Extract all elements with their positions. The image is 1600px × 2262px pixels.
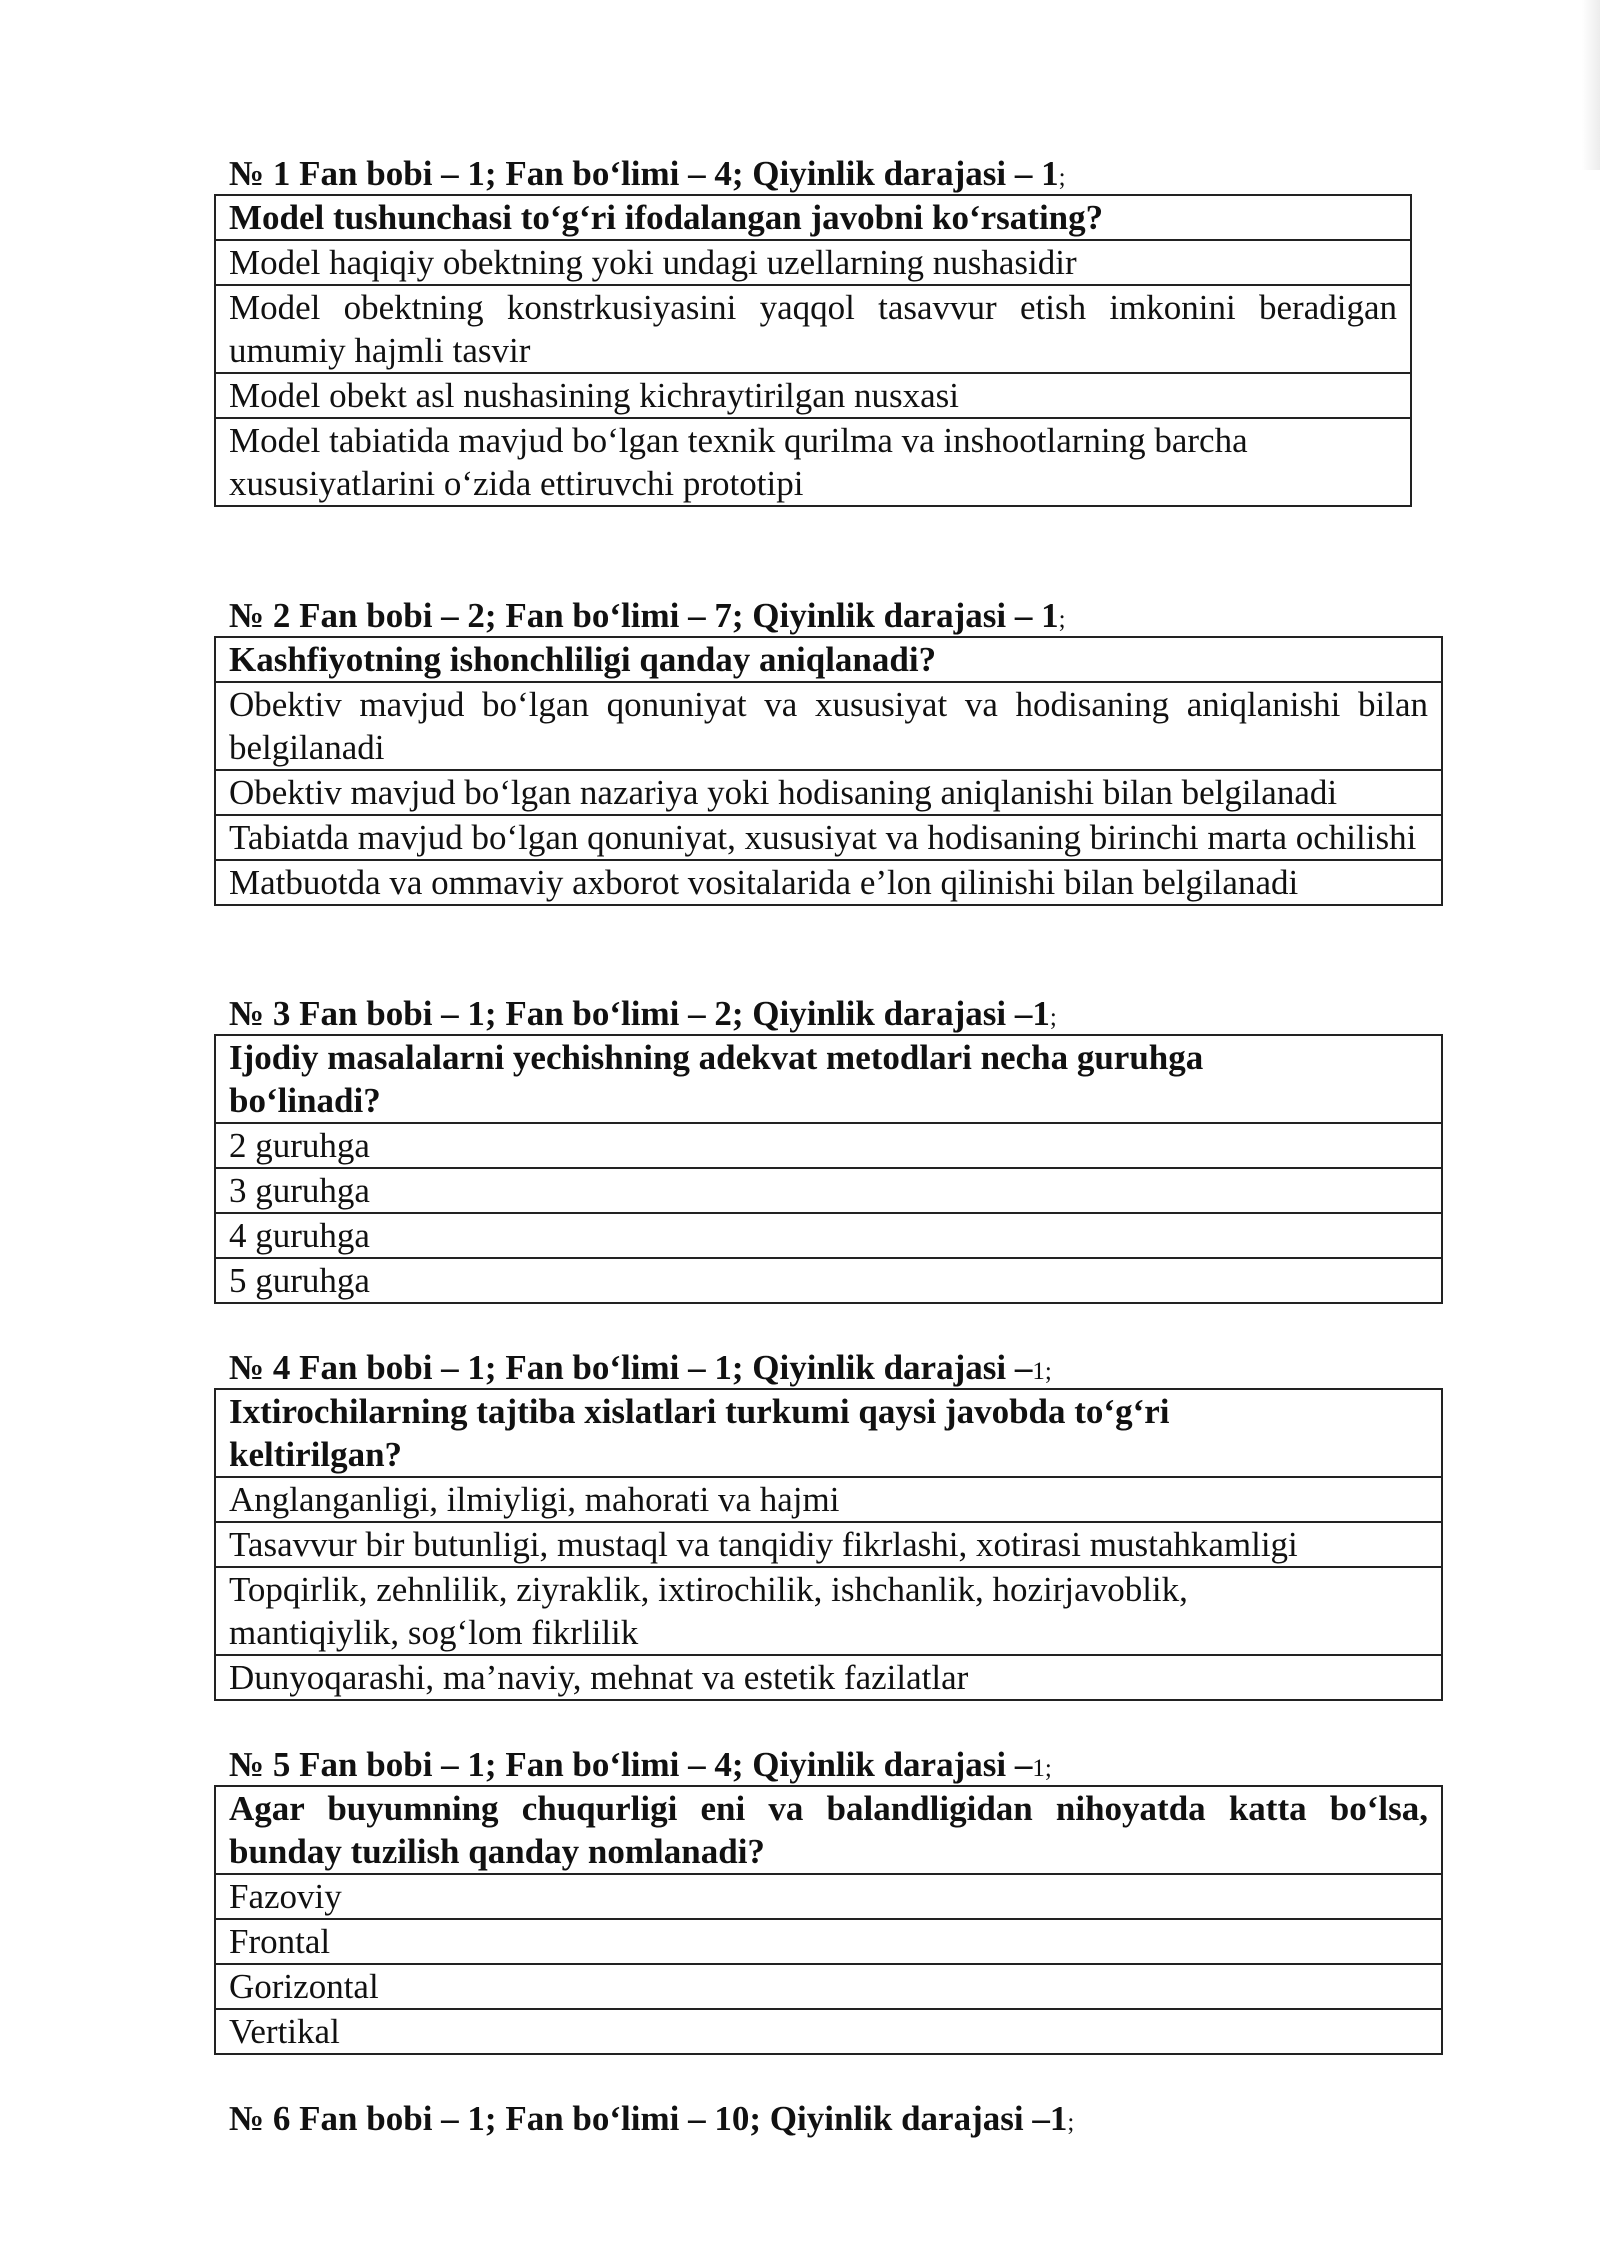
question-heading-text: № 1 Fan bobi – 1; Fan bo‘limi – 4; Qiyinlik darajasi – 1 <box>229 154 1059 193</box>
question-heading-tail: 1; <box>1032 1358 1052 1385</box>
answer-row <box>215 1522 1442 1567</box>
question-table <box>214 1388 1443 1701</box>
page-edge-shadow <box>1582 0 1600 170</box>
question-stem-row <box>215 1035 1442 1123</box>
answer-row <box>215 1258 1442 1303</box>
answer-option-c: Tabiatda mavjud bo‘lgan qonuniyat, xususiyat va hodisaning birinchi marta ochilishi <box>215 815 1442 860</box>
question-heading-text: № 3 Fan bobi – 1; Fan bo‘limi – 2; Qiyinlik darajasi –1 <box>229 994 1050 1033</box>
question-heading-text: № 2 Fan bobi – 2; Fan bo‘limi – 7; Qiyinlik darajasi – 1 <box>229 596 1059 635</box>
answer-option-b: Obektiv mavjud bo‘lgan nazariya yoki hodisaning aniqlanishi bilan belgilanadi <box>215 770 1442 815</box>
answer-option-c: Model obekt asl nushasining kichraytirilgan nusxasi <box>215 373 1411 418</box>
answer-option-b: Tasavvur bir butunligi, mustaql va tanqidiy fikrlashi, xotirasi mustahkamligi <box>215 1522 1442 1567</box>
answer-row <box>215 1874 1442 1919</box>
question-stem-row <box>215 637 1442 682</box>
question-stem-row <box>215 195 1411 240</box>
question-heading <box>229 596 1443 636</box>
question-heading <box>229 1745 1443 1785</box>
answer-option-d: Model tabiatida mavjud bo‘lgan texnik qurilma va inshootlarning barcha xususiyatlarini o‘zida ettiruvchi prototipi <box>215 418 1411 506</box>
question-heading <box>229 994 1443 1034</box>
answer-row <box>215 2009 1442 2054</box>
question-table <box>214 194 1412 507</box>
question-heading-tail: 1; <box>1032 1755 1052 1782</box>
question-stem: Kashfiyotning ishonchliligi qanday aniqlanadi? <box>215 637 1442 682</box>
question-heading-text: № 5 Fan bobi – 1; Fan bo‘limi – 4; Qiyinlik darajasi – <box>229 1745 1033 1784</box>
answer-row <box>215 418 1411 506</box>
answer-option-c: Gorizontal <box>215 1964 1442 2009</box>
answer-option-a: Model haqiqiy obektning yoki undagi uzellarning nushasidir <box>215 240 1411 285</box>
question-table <box>214 1034 1443 1304</box>
question-stem-row <box>215 1786 1442 1874</box>
question-block-4 <box>214 1348 1443 1701</box>
answer-row <box>215 240 1411 285</box>
answer-row <box>215 1123 1442 1168</box>
question-table <box>214 636 1443 906</box>
question-table <box>214 1785 1443 2055</box>
question-heading-text: № 6 Fan bobi – 1; Fan bo‘limi – 10; Qiyinlik darajasi –1 <box>229 2099 1068 2138</box>
question-heading-tail: ; <box>1058 164 1066 191</box>
answer-option-a: Obektiv mavjud bo‘lgan qonuniyat va xususiyat va hodisaning aniqlanishi bilan belgilanadi <box>215 682 1442 770</box>
answer-option-b: Model obektning konstrkusiyasini yaqqol tasavvur etish imkonini beradigan umumiy hajmli tasvir <box>215 285 1411 373</box>
question-stem: Model tushunchasi to‘g‘ri ifodalangan javobni ko‘rsating? <box>215 195 1411 240</box>
answer-option-a: Anglanganligi, ilmiyligi, mahorati va hajmi <box>215 1477 1442 1522</box>
answer-option-d: Dunyoqarashi, ma’naviy, mehnat va estetik fazilatlar <box>215 1655 1442 1700</box>
answer-option-c: 4 guruhga <box>215 1213 1442 1258</box>
question-block-5 <box>214 1745 1443 2055</box>
question-heading-tail: ; <box>1049 1004 1057 1031</box>
question-block-3 <box>214 994 1443 1304</box>
question-stem: Ijodiy masalalarni yechishning adekvat metodlari necha guruhga bo‘linadi? <box>215 1035 1442 1123</box>
answer-row <box>215 1477 1442 1522</box>
answer-row <box>215 1964 1442 2009</box>
answer-row <box>215 770 1442 815</box>
answer-row <box>215 815 1442 860</box>
answer-option-d: Matbuotda va ommaviy axborot vositalarida e’lon qilinishi bilan belgilanadi <box>215 860 1442 905</box>
question-heading <box>229 154 1412 194</box>
answer-row <box>215 860 1442 905</box>
question-heading-text: № 4 Fan bobi – 1; Fan bo‘limi – 1; Qiyinlik darajasi – <box>229 1348 1033 1387</box>
answer-option-a: 2 guruhga <box>215 1123 1442 1168</box>
answer-option-b: Frontal <box>215 1919 1442 1964</box>
answer-option-d: Vertikal <box>215 2009 1442 2054</box>
answer-row <box>215 1213 1442 1258</box>
answer-row <box>215 373 1411 418</box>
question-heading-tail: ; <box>1067 2109 1075 2136</box>
question-stem-row <box>215 1389 1442 1477</box>
answer-row <box>215 285 1411 373</box>
question-block-1 <box>214 154 1412 507</box>
question-block-2 <box>214 596 1443 906</box>
question-stem: Agar buyumning chuqurligi eni va balandligidan nihoyatda katta bo‘lsa, bunday tuzilish qanday nomlanadi? <box>215 1786 1442 1874</box>
answer-row <box>215 682 1442 770</box>
answer-option-a: Fazoviy <box>215 1874 1442 1919</box>
question-block-6 <box>214 2099 1074 2139</box>
answer-row <box>215 1919 1442 1964</box>
answer-row <box>215 1168 1442 1213</box>
question-stem: Ixtirochilarning tajtiba xislatlari turkumi qaysi javobda to‘g‘ri keltirilgan? <box>215 1389 1442 1477</box>
answer-option-c: Topqirlik, zehnlilik, ziyraklik, ixtirochilik, ishchanlik, hozirjavoblik, mantiqiylik, sog‘lom fikrlilik <box>215 1567 1442 1655</box>
question-heading <box>229 2099 1074 2139</box>
answer-row <box>215 1567 1442 1655</box>
answer-row <box>215 1655 1442 1700</box>
question-heading <box>229 1348 1443 1388</box>
answer-option-b: 3 guruhga <box>215 1168 1442 1213</box>
question-heading-tail: ; <box>1058 606 1066 633</box>
answer-option-d: 5 guruhga <box>215 1258 1442 1303</box>
